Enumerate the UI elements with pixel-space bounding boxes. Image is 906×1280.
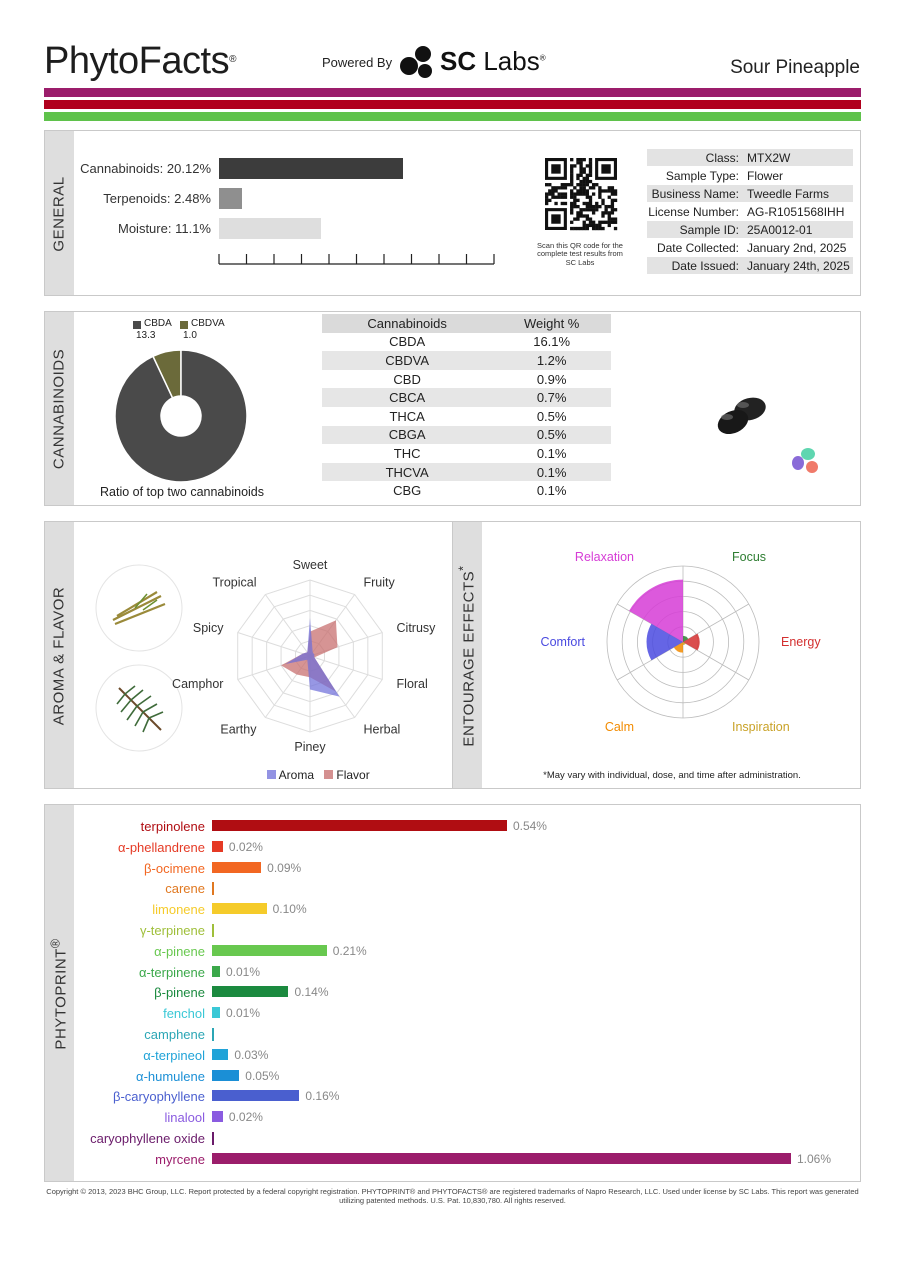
polar-spoke bbox=[683, 642, 749, 680]
terpene-bar bbox=[212, 945, 327, 956]
radar-axis-label: Tropical bbox=[212, 575, 257, 590]
terpene-name: α-phellandrene bbox=[117, 839, 205, 855]
cannabinoid-name: THCA bbox=[389, 408, 425, 424]
terpene-value: 0.01% bbox=[226, 964, 261, 979]
general-panel bbox=[44, 130, 861, 296]
bar-label-value: 20.12% bbox=[166, 161, 211, 176]
info-value: 25A0012-01 bbox=[747, 223, 813, 237]
cannabinoids-title: CANNABINOIDS bbox=[50, 348, 68, 470]
cannabinoids-panel bbox=[44, 311, 861, 506]
info-row bbox=[647, 149, 853, 166]
table-header-weight: Weight % bbox=[492, 314, 611, 333]
terpene-value: 0.01% bbox=[226, 1006, 261, 1021]
strain-name: Sour Pineapple bbox=[730, 57, 860, 78]
aroma-sidebar bbox=[45, 522, 74, 788]
general-bar bbox=[219, 218, 321, 239]
sc-labs-logo-icon bbox=[398, 44, 436, 80]
cannabinoid-row bbox=[322, 351, 611, 370]
bar-label-text: Moisture: bbox=[118, 221, 172, 236]
terpene-bar bbox=[212, 862, 261, 873]
info-row bbox=[647, 221, 853, 238]
general-axis bbox=[218, 252, 495, 268]
terpene-value: 0.14% bbox=[294, 985, 329, 1000]
cannabinoid-weight: 0.1% bbox=[536, 445, 567, 461]
terpene-name: α-terpineol bbox=[143, 1047, 205, 1063]
radar-axis-label: Herbal bbox=[363, 722, 401, 737]
info-row bbox=[647, 185, 853, 202]
flower-image-icon bbox=[713, 390, 773, 442]
general-title: GENERAL bbox=[50, 176, 68, 252]
terpene-name: myrcene bbox=[155, 1151, 205, 1167]
lab-mark: ® bbox=[539, 53, 546, 63]
aroma-title: AROMA & FLAVOR bbox=[50, 586, 68, 726]
terpene-name: α-pinene bbox=[154, 943, 205, 959]
terpene-bar bbox=[212, 820, 507, 831]
info-row bbox=[647, 203, 853, 220]
terpene-bar bbox=[212, 1132, 214, 1145]
cannabinoid-weight: 16.1% bbox=[533, 334, 571, 350]
general-bar bbox=[219, 158, 403, 179]
legend-aroma-swatch bbox=[267, 770, 276, 779]
info-key: Date Issued: bbox=[671, 259, 739, 273]
pie-slice-cbda bbox=[115, 350, 247, 482]
polar-spoke bbox=[683, 604, 749, 642]
cannabinoids-sidebar bbox=[45, 312, 74, 505]
info-row bbox=[647, 167, 853, 184]
terpene-name: α-terpinene bbox=[138, 964, 205, 980]
cannabinoid-row bbox=[322, 370, 611, 389]
general-bar bbox=[219, 188, 242, 209]
terpene-name: limonene bbox=[152, 902, 205, 918]
footer-copyright: Copyright © 2013, 2023 BHC Group, LLC. Report protected by a federal copyright registration. PHYTOPRINT® and PHYTOFACTS® are registered trademarks of Napro Research, LLC. Used under license by SC Labs. This report was generated utilizing patented methods. U.S. Pat. 10,830,780. All rights reserved. bbox=[46, 1187, 859, 1205]
terpene-name: fenchol bbox=[163, 1006, 205, 1022]
radar-axis-label: Earthy bbox=[220, 722, 257, 737]
bar-label-value: 11.1% bbox=[175, 221, 211, 236]
phytoprint-panel bbox=[44, 804, 861, 1182]
terpene-name: α-humulene bbox=[136, 1068, 205, 1084]
radar-spoke bbox=[238, 633, 310, 656]
pie-legend-swatch bbox=[133, 321, 141, 329]
info-value: January 24th, 2025 bbox=[747, 259, 850, 273]
cannabinoid-row bbox=[322, 463, 611, 482]
terpene-value: 0.02% bbox=[228, 1110, 263, 1125]
pie-legend-name: CBDVA bbox=[191, 318, 225, 329]
terpene-bar bbox=[212, 966, 220, 977]
radar-axis-label: Sweet bbox=[292, 558, 328, 572]
radar-axis-label: Floral bbox=[396, 677, 428, 692]
qr-caption: Scan this QR code for the complete test results from SC Labs bbox=[537, 241, 623, 267]
info-key: Sample ID: bbox=[679, 223, 739, 237]
terpene-bar bbox=[212, 841, 223, 852]
entourage-title bbox=[457, 565, 478, 746]
pine-image-icon bbox=[95, 664, 183, 752]
cannabinoid-weight: 1.2% bbox=[492, 351, 611, 370]
cannabinoid-name: CBDA bbox=[389, 334, 426, 350]
stripe-purple bbox=[44, 88, 861, 97]
terpene-name: β-caryophyllene bbox=[112, 1089, 205, 1105]
phytoprint-title-mark: ® bbox=[48, 938, 63, 949]
cannabinoid-row bbox=[322, 426, 611, 445]
cannabinoid-pie-chart bbox=[113, 348, 249, 484]
info-value: AG-R1051568IHH bbox=[747, 205, 845, 219]
terpene-bar bbox=[212, 1153, 791, 1164]
terpene-name: β-ocimene bbox=[144, 860, 205, 876]
general-sidebar bbox=[45, 131, 74, 295]
legend-flavor-swatch bbox=[324, 770, 333, 779]
brand-name: PhytoFacts bbox=[44, 40, 230, 82]
info-value: Tweedle Farms bbox=[747, 187, 830, 201]
terpene-value: 1.06% bbox=[797, 1151, 832, 1166]
cannabinoid-name: CBGA bbox=[322, 426, 492, 445]
bar-label-text: Terpenoids: bbox=[103, 191, 171, 206]
cannabinoid-weight: 0.5% bbox=[492, 426, 611, 445]
bar-label-value: 2.48% bbox=[174, 191, 211, 206]
entourage-effects-chart bbox=[523, 550, 823, 747]
info-key: Sample Type: bbox=[665, 169, 739, 183]
cannabinoid-row bbox=[322, 407, 611, 426]
lab-name-bold: SC bbox=[440, 46, 477, 76]
cannabinoid-row bbox=[322, 388, 611, 407]
phytoprint-title-text: PHYTOPRINT bbox=[52, 948, 70, 1050]
powered-by-text: Powered By bbox=[322, 55, 393, 70]
cannabinoid-name: THCVA bbox=[322, 463, 492, 482]
general-bar-label bbox=[41, 221, 211, 236]
terpene-value: 0.02% bbox=[228, 839, 263, 854]
pie-legend-swatch bbox=[180, 321, 188, 329]
pie-legend-name: CBDA bbox=[144, 318, 172, 329]
cannabinoid-row bbox=[322, 481, 611, 500]
terpene-bar bbox=[212, 882, 214, 895]
lab-name-rest: Labs bbox=[476, 46, 540, 76]
phytoprint-sidebar bbox=[45, 805, 74, 1181]
terpene-bar bbox=[212, 1070, 239, 1081]
entourage-sidebar bbox=[453, 522, 482, 788]
info-key: License Number: bbox=[648, 205, 739, 219]
aroma-panel bbox=[44, 521, 454, 789]
info-value: January 2nd, 2025 bbox=[747, 241, 847, 255]
radar-axis-label: Fruity bbox=[363, 575, 395, 590]
cannabinoid-table bbox=[322, 314, 611, 500]
entourage-panel bbox=[452, 521, 861, 789]
cannabinoid-name: CBG bbox=[393, 483, 422, 499]
radar-axis-label: Spicy bbox=[192, 620, 224, 635]
table-header-cannabinoids: Cannabinoids bbox=[322, 314, 492, 333]
polar-label: Relaxation bbox=[574, 550, 634, 565]
terpene-name: linalool bbox=[164, 1110, 205, 1126]
cannabinoid-weight: 0.1% bbox=[536, 483, 567, 499]
terpene-name: carene bbox=[165, 881, 205, 897]
info-value: MTX2W bbox=[747, 151, 791, 165]
terpene-bar bbox=[212, 1111, 223, 1122]
bar-label-text: Cannabinoids: bbox=[80, 161, 164, 176]
terpene-value: 0.21% bbox=[332, 943, 367, 958]
terpene-bar bbox=[212, 903, 267, 914]
legend-flavor-label: Flavor bbox=[336, 768, 370, 782]
polar-label: Inspiration bbox=[732, 719, 790, 734]
terpene-value: 0.16% bbox=[305, 1089, 340, 1104]
entourage-title-mark: * bbox=[456, 565, 471, 571]
terpene-value: 0.09% bbox=[267, 860, 302, 875]
cannabinoid-row bbox=[322, 333, 611, 352]
terpene-bar bbox=[212, 1028, 214, 1041]
cannabinoid-row bbox=[322, 444, 611, 463]
terpene-bar bbox=[212, 1007, 220, 1018]
lab-name bbox=[440, 46, 546, 77]
polar-label: Energy bbox=[781, 635, 821, 649]
brand-logo bbox=[44, 40, 236, 83]
terpene-name: caryophyllene oxide bbox=[90, 1131, 205, 1146]
cannabinoid-weight: 0.7% bbox=[492, 388, 611, 407]
polar-label: Comfort bbox=[540, 635, 585, 649]
info-row bbox=[647, 239, 853, 256]
cannabinoid-weight: 0.1% bbox=[492, 463, 611, 482]
polar-wedge-energy bbox=[683, 634, 700, 651]
stripe-red bbox=[44, 100, 861, 109]
info-value: Flower bbox=[747, 169, 784, 183]
terpene-name: β-pinene bbox=[154, 985, 205, 1001]
general-bar-label bbox=[41, 161, 211, 176]
entourage-note: *May vary with individual, dose, and time after administration. bbox=[543, 770, 801, 781]
legend-aroma-label: Aroma bbox=[278, 768, 315, 782]
qr-code-icon[interactable] bbox=[545, 158, 617, 230]
info-row bbox=[647, 257, 853, 274]
radar-spoke bbox=[265, 595, 310, 656]
info-key: Date Collected: bbox=[656, 241, 739, 255]
pie-caption: Ratio of top two cannabinoids bbox=[100, 485, 264, 499]
aroma-flavor-radar-chart bbox=[172, 550, 436, 770]
terpene-value: 0.10% bbox=[272, 902, 307, 917]
cannabinoid-name: THC bbox=[393, 445, 421, 461]
pie-legend-value: 13.3 bbox=[136, 330, 156, 341]
cannabinoid-weight: 0.5% bbox=[536, 408, 567, 424]
radar-legend bbox=[267, 768, 370, 782]
terpene-bar bbox=[212, 1049, 228, 1060]
general-bar-label bbox=[41, 191, 211, 206]
cannabinoid-name: CBDVA bbox=[322, 351, 492, 370]
terpene-value: 0.54% bbox=[512, 819, 547, 833]
brand-mark: ® bbox=[229, 54, 236, 65]
entourage-title-text: ENTOURAGE EFFECTS bbox=[460, 570, 478, 747]
terpene-bar bbox=[212, 924, 214, 937]
terpene-bar bbox=[212, 1090, 299, 1101]
terpene-name: γ-terpinene bbox=[139, 923, 205, 938]
radar-axis-label: Citrusy bbox=[396, 620, 436, 635]
info-key: Class: bbox=[705, 151, 739, 165]
pie-legend-value: 1.0 bbox=[183, 330, 197, 341]
radar-axis-label: Camphor bbox=[172, 677, 224, 692]
terpene-bar bbox=[212, 986, 288, 997]
gummy-image-icon bbox=[789, 446, 823, 478]
stripe-green bbox=[44, 112, 861, 121]
cannabinoid-weight: 0.9% bbox=[536, 371, 567, 387]
cannabinoid-name: CBD bbox=[393, 371, 421, 387]
terpene-value: 0.05% bbox=[245, 1068, 280, 1083]
lemongrass-image-icon bbox=[95, 564, 183, 652]
radar-axis-label: Piney bbox=[294, 740, 326, 754]
terpene-value: 0.03% bbox=[234, 1047, 269, 1062]
terpene-name: terpinolene bbox=[140, 819, 205, 834]
polar-label: Focus bbox=[732, 550, 767, 565]
info-key: Business Name: bbox=[651, 187, 739, 201]
phytoprint-title bbox=[49, 938, 70, 1049]
cannabinoid-name: CBCA bbox=[322, 388, 492, 407]
terpene-name: camphene bbox=[144, 1027, 205, 1042]
polar-label: Calm bbox=[604, 719, 634, 734]
